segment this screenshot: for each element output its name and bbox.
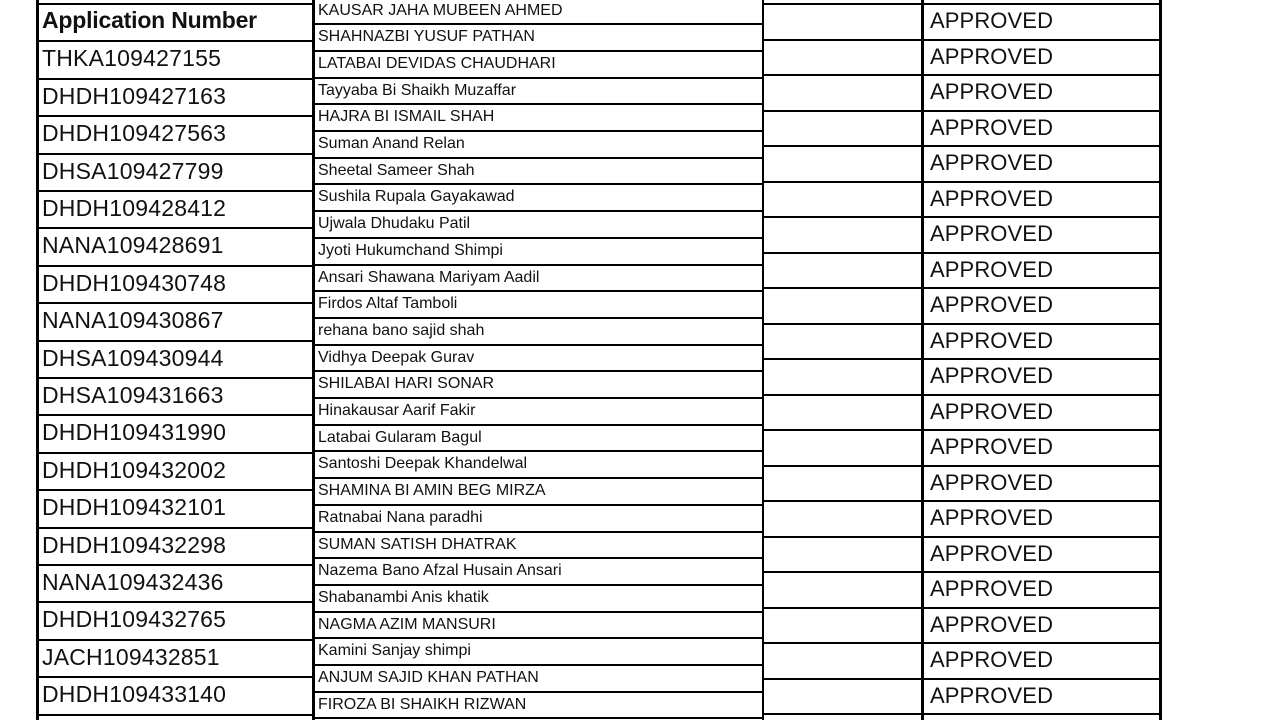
name-row-border xyxy=(312,397,764,399)
name-row-border xyxy=(312,344,764,346)
application-number-cell: DHDH109431990 xyxy=(42,419,227,445)
name-row-border xyxy=(312,130,764,132)
name-row-border xyxy=(312,103,764,105)
application-number-cell: NANA109428691 xyxy=(42,232,224,258)
approval-status-cell: APPROVED xyxy=(930,612,1054,637)
applicant-name-cell: Latabai Gularam Bagul xyxy=(318,429,482,446)
applicant-name-cell: Santoshi Deepak Khandelwal xyxy=(318,455,528,472)
name-row-border xyxy=(312,157,764,159)
approval-status-cell: APPROVED xyxy=(930,647,1054,672)
name-row-border xyxy=(312,717,764,719)
applicant-name-cell: NAGMA AZIM MANSURI xyxy=(318,616,496,633)
application-number-cell: DHDH109427163 xyxy=(42,83,227,109)
application-row-border xyxy=(36,414,315,416)
name-row-border xyxy=(312,23,764,25)
application-row-border xyxy=(36,377,315,379)
applicant-name-cell: SUMAN SATISH DHATRAK xyxy=(318,536,517,553)
application-row-border xyxy=(36,78,315,80)
approval-status-cell: APPROVED xyxy=(930,541,1054,566)
application-row-border xyxy=(36,564,315,566)
status-row-border xyxy=(762,323,1162,325)
application-number-cell: DHDH109432765 xyxy=(42,606,227,632)
approval-status-cell: APPROVED xyxy=(930,505,1054,530)
name-row-border xyxy=(312,183,764,185)
applicant-name-cell: SHAMINA BI AMIN BEG MIRZA xyxy=(318,482,546,499)
application-row-border xyxy=(36,714,315,716)
application-number-cell: JACH109432851 xyxy=(42,644,220,670)
approval-status-cell: APPROVED xyxy=(930,328,1054,353)
status-row-border xyxy=(762,145,1162,147)
status-row-border xyxy=(762,39,1162,41)
applicant-name-cell: LATABAI DEVIDAS CHAUDHARI xyxy=(318,55,556,72)
status-row-border xyxy=(762,110,1162,112)
application-number-cell: DHSA109430944 xyxy=(42,345,224,371)
name-row-border xyxy=(312,611,764,613)
status-row-border xyxy=(762,536,1162,538)
application-row-border xyxy=(36,115,315,117)
applicant-name-cell: Vidhya Deepak Gurav xyxy=(318,349,475,366)
status-row-border xyxy=(762,287,1162,289)
status-row-border xyxy=(762,607,1162,609)
name-row-border xyxy=(312,504,764,506)
application-number-cell: DHDH109432298 xyxy=(42,532,227,558)
status-row-border xyxy=(762,678,1162,680)
approval-status-cell: APPROVED xyxy=(930,363,1054,388)
application-row-border xyxy=(36,3,315,5)
application-row-border xyxy=(36,340,315,342)
status-row-border xyxy=(762,74,1162,76)
application-row-border xyxy=(36,40,315,42)
name-row-border xyxy=(312,637,764,639)
applicant-name-cell: SHILABAI HARI SONAR xyxy=(318,375,495,392)
applicant-name-cell: Suman Anand Relan xyxy=(318,135,465,152)
applicant-name-cell: ANJUM SAJID KHAN PATHAN xyxy=(318,669,539,686)
status-row-border xyxy=(762,252,1162,254)
applicant-name-cell: FIROZA BI SHAIKH RIZWAN xyxy=(318,696,527,713)
applicant-name-cell: Ansari Shawana Mariyam Aadil xyxy=(318,269,540,286)
status-row-border xyxy=(762,571,1162,573)
application-number-cell: DHSA109427799 xyxy=(42,158,224,184)
status-row-border xyxy=(762,394,1162,396)
application-number-cell: DHSA109431663 xyxy=(42,382,224,408)
blank-column-divider xyxy=(921,0,924,720)
name-row-border xyxy=(312,450,764,452)
application-number-cell: THKA109427155 xyxy=(42,45,222,71)
application-row-border xyxy=(36,639,315,641)
status-row-border xyxy=(762,429,1162,431)
applicant-name-cell: Firdos Altaf Tamboli xyxy=(318,295,458,312)
applicant-name-cell: Tayyaba Bi Shaikh Muzaffar xyxy=(318,82,517,99)
approval-status-cell: APPROVED xyxy=(930,115,1054,140)
approval-status-cell: APPROVED xyxy=(930,8,1054,33)
name-row-border xyxy=(312,477,764,479)
approval-status-cell: APPROVED xyxy=(930,44,1054,69)
applicant-name-cell: Hinakausar Aarif Fakir xyxy=(318,402,476,419)
approval-status-cell: APPROVED xyxy=(930,221,1054,246)
applicant-name-cell: KAUSAR JAHA MUBEEN AHMED xyxy=(318,2,563,19)
application-row-border xyxy=(36,676,315,678)
applicant-name-cell: HAJRA BI ISMAIL SHAH xyxy=(318,108,495,125)
status-row-border xyxy=(762,181,1162,183)
approval-status-cell: APPROVED xyxy=(930,683,1054,708)
name-row-border xyxy=(312,237,764,239)
applicant-name-cell: rehana bano sajid shah xyxy=(318,322,485,339)
application-number-cell: DHDH109427563 xyxy=(42,120,227,146)
name-row-border xyxy=(312,50,764,52)
name-row-border xyxy=(312,210,764,212)
name-row-border xyxy=(312,584,764,586)
applicant-name-cell: Kamini Sanjay shimpi xyxy=(318,642,471,659)
application-number-header: Application Number xyxy=(42,7,257,33)
approval-status-cell: APPROVED xyxy=(930,292,1054,317)
name-row-border xyxy=(312,264,764,266)
application-row-border xyxy=(36,452,315,454)
application-row-border xyxy=(36,527,315,529)
application-number-cell: DHDH109428412 xyxy=(42,195,227,221)
status-row-border xyxy=(762,358,1162,360)
status-row-border xyxy=(762,465,1162,467)
application-row-border xyxy=(36,190,315,192)
approval-status-cell: APPROVED xyxy=(930,79,1054,104)
application-row-border xyxy=(36,265,315,267)
application-row-border xyxy=(36,489,315,491)
status-row-border xyxy=(762,713,1162,715)
name-row-border xyxy=(312,317,764,319)
applicant-name-cell: SHAHNAZBI YUSUF PATHAN xyxy=(318,28,535,45)
application-number-cell: DHDH109432002 xyxy=(42,457,227,483)
name-row-border xyxy=(312,77,764,79)
approval-status-cell: APPROVED xyxy=(930,150,1054,175)
approval-status-cell: APPROVED xyxy=(930,257,1054,282)
application-number-cell: DHDH109433140 xyxy=(42,681,227,707)
application-number-cell: NANA109430867 xyxy=(42,307,224,333)
left-table-border xyxy=(36,0,39,720)
right-table-border xyxy=(1159,0,1162,720)
status-row-border xyxy=(762,500,1162,502)
approval-status-cell: APPROVED xyxy=(930,470,1054,495)
application-number-cell: DHDH109430748 xyxy=(42,270,227,296)
name-row-border xyxy=(312,557,764,559)
status-row-border xyxy=(762,3,1162,5)
approval-status-cell: APPROVED xyxy=(930,399,1054,424)
status-row-border xyxy=(762,642,1162,644)
approval-status-cell: APPROVED xyxy=(930,186,1054,211)
application-row-border xyxy=(36,153,315,155)
approval-status-cell: APPROVED xyxy=(930,434,1054,459)
applicant-name-cell: Ratnabai Nana paradhi xyxy=(318,509,483,526)
application-row-border xyxy=(36,601,315,603)
name-row-border xyxy=(312,531,764,533)
application-row-border xyxy=(36,302,315,304)
name-row-border xyxy=(312,370,764,372)
applicant-name-cell: Jyoti Hukumchand Shimpi xyxy=(318,242,503,259)
name-row-border xyxy=(312,424,764,426)
application-number-cell: DHDH109432101 xyxy=(42,494,227,520)
applicant-name-cell: Ujwala Dhudaku Patil xyxy=(318,215,471,232)
approval-status-cell: APPROVED xyxy=(930,576,1054,601)
applicant-name-cell: Sushila Rupala Gayakawad xyxy=(318,188,515,205)
status-row-border xyxy=(762,216,1162,218)
application-row-border xyxy=(36,227,315,229)
applicant-name-cell: Shabanambi Anis khatik xyxy=(318,589,489,606)
applicant-name-cell: Sheetal Sameer Shah xyxy=(318,162,475,179)
name-row-border xyxy=(312,691,764,693)
application-number-cell: NANA109432436 xyxy=(42,569,224,595)
name-row-border xyxy=(312,290,764,292)
name-row-border xyxy=(312,664,764,666)
applicant-name-cell: Nazema Bano Afzal Husain Ansari xyxy=(318,562,562,579)
